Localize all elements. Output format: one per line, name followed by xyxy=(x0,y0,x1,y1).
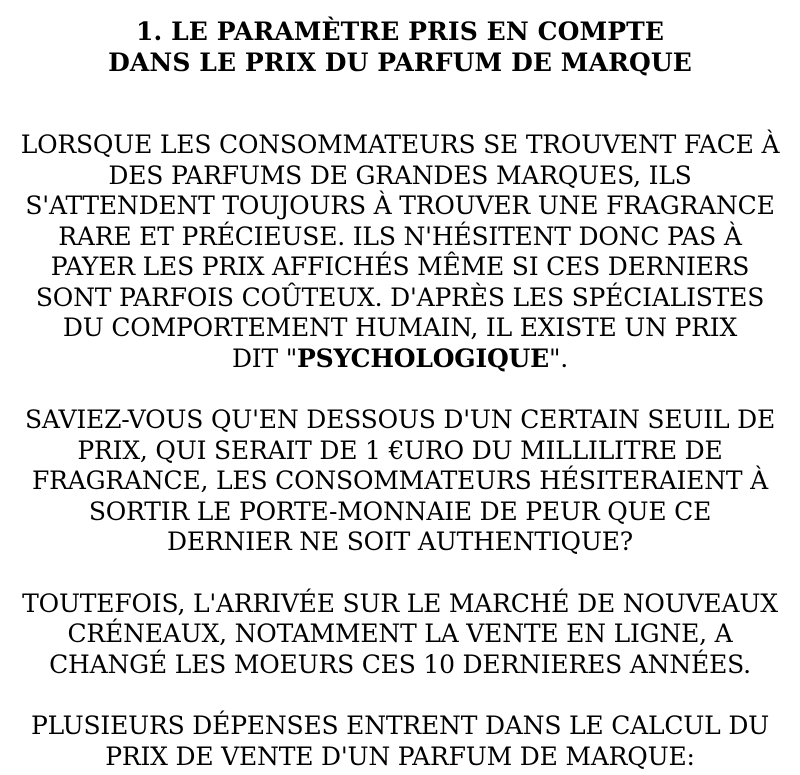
text-line: S'ATTENDENT TOUJOURS À TROUVER UNE FRAGRANCE xyxy=(25,191,775,220)
heading-line-1: 1. LE PARAMÈTRE PRIS EN COMPTE xyxy=(136,17,664,46)
text-line: FRAGRANCE, LES CONSOMMATEURS HÉSITERAIENT À xyxy=(32,466,768,495)
spacer xyxy=(0,558,800,589)
text-suffix: ". xyxy=(549,343,569,373)
text-line: PRIX DE VENTE D'UN PARFUM DE MARQUE: xyxy=(105,741,695,771)
spacer xyxy=(0,78,800,130)
text-line: PAYER LES PRIX AFFICHÉS MÊME SI CES DERNIERS xyxy=(50,252,750,281)
paragraph-online-sales xyxy=(0,589,800,681)
paragraph-consumer-expectations xyxy=(0,130,800,374)
heading-line-2: DANS LE PRIX DU PARFUM DE MARQUE xyxy=(108,48,692,77)
text-line: CHANGÉ LES MOEURS CES 10 DERNIERES ANNÉES. xyxy=(49,649,751,679)
text-prefix: DIT " xyxy=(231,343,297,373)
text-line: SORTIR LE PORTE-MONNAIE DE PEUR QUE CE xyxy=(88,496,712,526)
section-heading xyxy=(0,16,800,78)
text-line: CRÉNEAUX, NOTAMMENT LA VENTE EN LIGNE, A xyxy=(67,619,733,648)
text-line: SAVIEZ-VOUS QU'EN DESSOUS D'UN CERTAIN SEUIL DE xyxy=(24,405,775,434)
emphasis-psychologique: PSYCHOLOGIQUE xyxy=(297,343,549,373)
text-line: TOUTEFOIS, L'ARRIVÉE SUR LE MARCHÉ DE NOUVEAUX xyxy=(22,588,778,618)
paragraph-expenses xyxy=(0,711,800,772)
text-line: DU COMPORTEMENT HUMAIN, IL EXISTE UN PRIX xyxy=(62,313,738,342)
spacer xyxy=(0,680,800,711)
spacer xyxy=(0,374,800,405)
text-line: LORSQUE LES CONSOMMATEURS SE TROUVENT FACE À xyxy=(20,130,780,159)
text-line: PRIX, QUI SERAIT DE 1 €URO DU MILLILITRE DE xyxy=(77,435,723,465)
text-line: SONT PARFOIS COÛTEUX. D'APRÈS LES SPÉCIALISTES xyxy=(35,282,765,312)
text-line: PLUSIEURS DÉPENSES ENTRENT DANS LE CALCUL DU xyxy=(30,711,770,740)
paragraph-price-threshold xyxy=(0,405,800,558)
text-line-last xyxy=(0,344,800,375)
text-line: DERNIER NE SOIT AUTHENTIQUE? xyxy=(167,527,633,556)
text-line: DES PARFUMS DE GRANDES MARQUES, ILS xyxy=(108,160,692,190)
text-line: RARE ET PRÉCIEUSE. ILS N'HÉSITENT DONC PAS À xyxy=(58,221,742,251)
